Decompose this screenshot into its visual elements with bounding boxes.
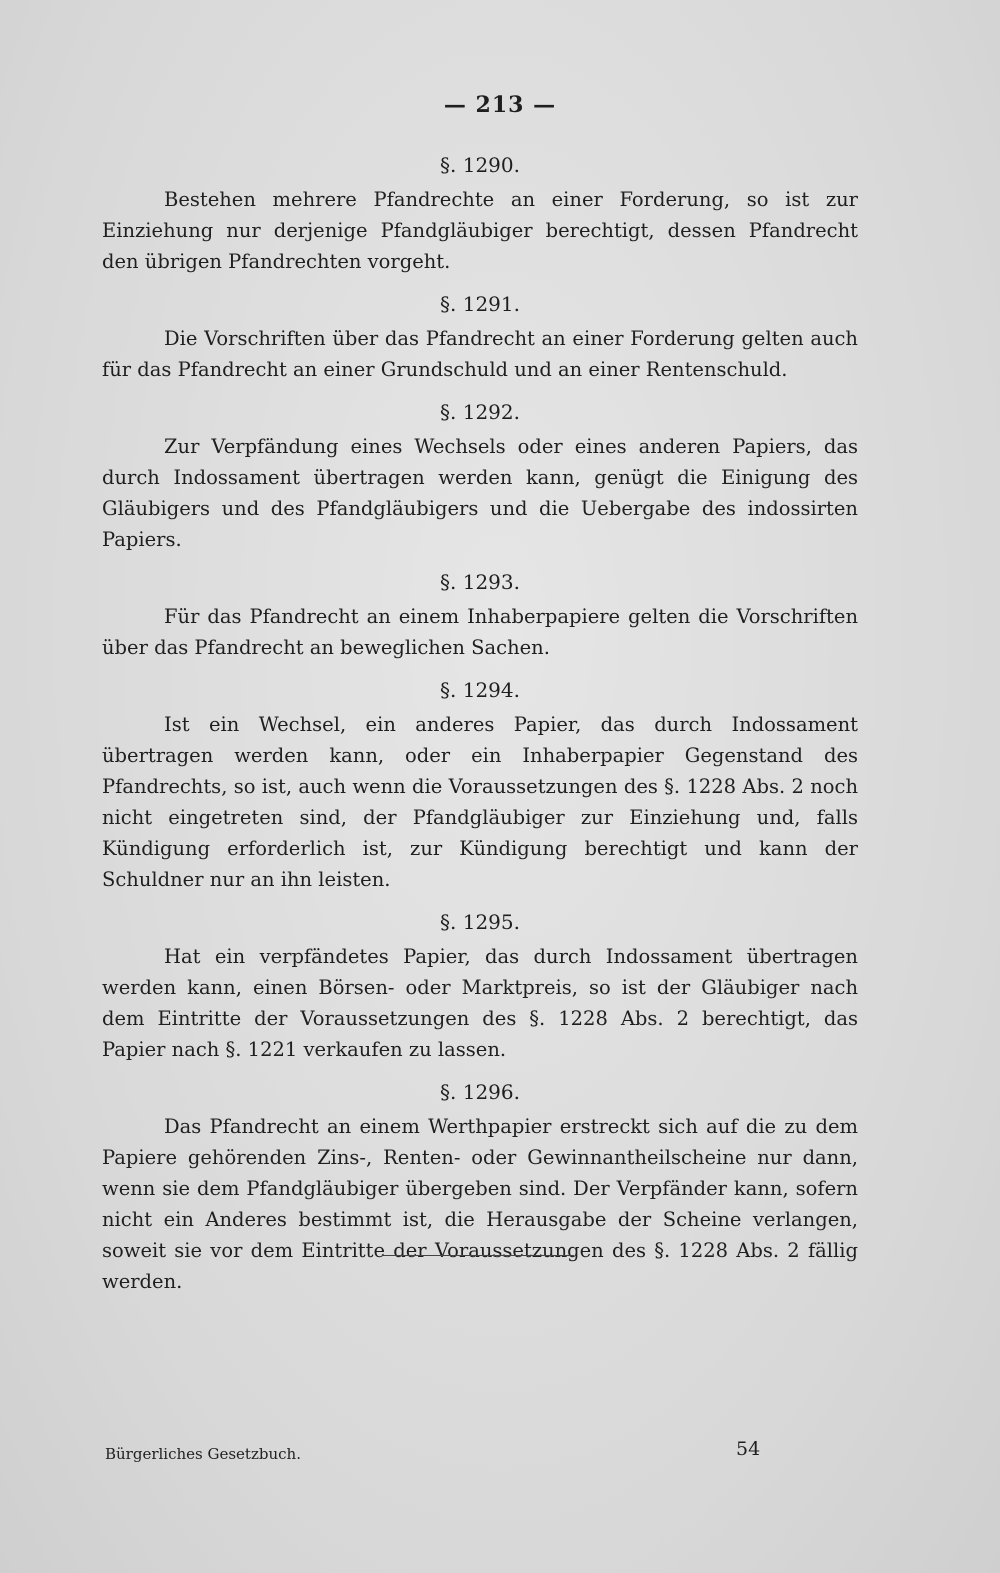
page-body <box>102 150 858 1309</box>
section-number: §. 1292. <box>440 400 520 424</box>
page-header: — 213 — <box>443 92 557 118</box>
section-text: Zur Verpfändung eines Wechsels oder eines anderen Papiers, das durch Indossament übertragen werden kann, genügt die Einigung des Gläubigers und des Pfandgläubigers und die Uebergabe des indossirten Papiers. <box>102 435 858 551</box>
section-text: Hat ein verpfändetes Papier, das durch Indossament übertragen werden kann, einen Börsen- oder Marktpreis, so ist der Gläubiger nach dem Eintritte der Voraussetzungen des §. 1228 Abs. 2 berechtigt, das Papier nach §. 1221 verkaufen zu lassen. <box>102 945 858 1061</box>
section-1295 <box>102 907 858 1065</box>
section-text: Bestehen mehrere Pfandrechte an einer Forderung, so ist zur Einziehung nur derjenige Pfandgläubiger berechtigt, dessen Pfandrecht den übrigen Pfandrechten vorgeht. <box>102 188 858 273</box>
section-1292 <box>102 397 858 555</box>
section-divider <box>382 1255 574 1256</box>
section-1294 <box>102 675 858 895</box>
section-text: Die Vorschriften über das Pfandrecht an einer Forderung gelten auch für das Pfandrecht an einer Grundschuld und an einer Rentenschuld. <box>102 327 858 381</box>
sheet-number: 54 <box>736 1438 761 1460</box>
section-number: §. 1291. <box>440 292 520 316</box>
section-1290 <box>102 150 858 277</box>
section-number: §. 1295. <box>440 910 520 934</box>
section-text: Das Pfandrecht an einem Werthpapier erstreckt sich auf die zu dem Papiere gehörenden Zins-, Renten- oder Gewinnantheilscheine nur dann, wenn sie dem Pfandgläubiger übergeben sind. Der Verpfänder kann, sofern nicht ein Anderes bestimmt ist, die Herausgabe der Scheine verlangen, soweit sie vor dem Eintritte der Voraussetzungen des §. 1228 Abs. 2 fällig werden. <box>102 1115 858 1293</box>
section-text: Ist ein Wechsel, ein anderes Papier, das durch Indossament übertragen werden kann, oder ein Inhaberpapier Gegenstand des Pfandrechts, so ist, auch wenn die Voraussetzungen des §. 1228 Abs. 2 noch nicht eingetreten sind, der Pfandgläubiger zur Einziehung und, falls Kündigung erforderlich ist, zur Kündigung berechtigt und kann der Schuldner nur an ihn leisten. <box>102 713 858 891</box>
section-1293 <box>102 567 858 663</box>
section-1291 <box>102 289 858 385</box>
section-text: Für das Pfandrecht an einem Inhaberpapiere gelten die Vorschriften über das Pfandrecht an beweglichen Sachen. <box>102 605 858 659</box>
section-number: §. 1290. <box>440 153 520 177</box>
footer-signature: Bürgerliches Gesetzbuch. <box>105 1445 301 1463</box>
section-number: §. 1294. <box>440 678 520 702</box>
section-number: §. 1293. <box>440 570 520 594</box>
section-1296 <box>102 1077 858 1297</box>
section-number: §. 1296. <box>440 1080 520 1104</box>
